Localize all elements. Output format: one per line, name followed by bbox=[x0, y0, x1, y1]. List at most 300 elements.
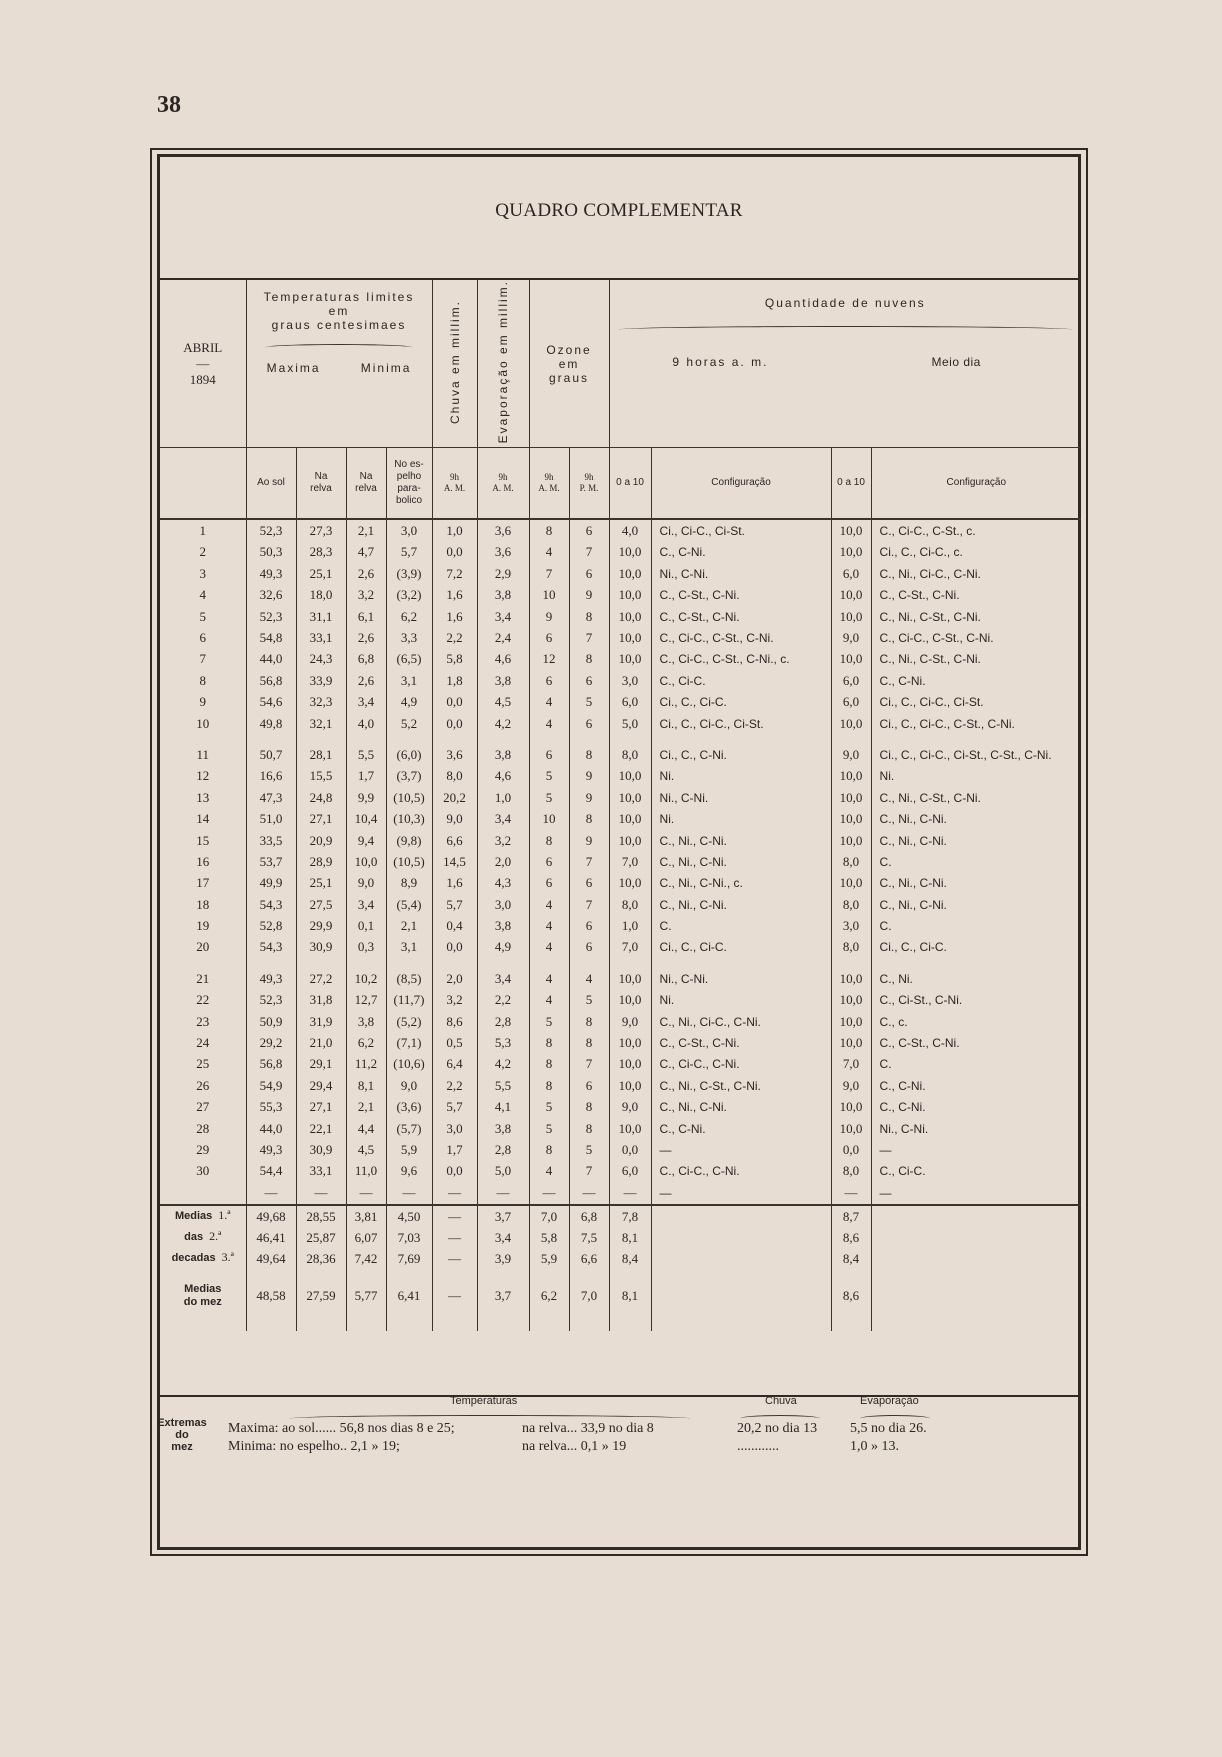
table-cell: 9 bbox=[569, 787, 609, 808]
table-cell: 27,3 bbox=[296, 519, 346, 541]
table-cell: 8 bbox=[569, 606, 609, 627]
extremes-section bbox=[157, 1395, 1078, 1545]
table-cell: 4,7 bbox=[346, 542, 386, 563]
table-cell: 8 bbox=[529, 519, 569, 541]
filler-cell bbox=[346, 1309, 386, 1331]
table-cell: 0,0 bbox=[432, 713, 477, 734]
table-cell: 8 bbox=[529, 1054, 569, 1075]
table-cell: 2,8 bbox=[477, 1011, 529, 1032]
table-cell: C., Ni., C-Ni. bbox=[651, 1097, 831, 1118]
table-cell: — bbox=[432, 1248, 477, 1269]
table-cell: 33,1 bbox=[296, 627, 346, 648]
table-cell: 5,3 bbox=[477, 1032, 529, 1053]
table-cell: 1,0 bbox=[477, 787, 529, 808]
noon-header: Meio dia bbox=[931, 355, 981, 369]
table-cell: C., C-Ni. bbox=[879, 1100, 926, 1115]
table-cell: 2,0 bbox=[477, 851, 529, 872]
spacer-cell bbox=[432, 734, 477, 744]
table-cell: C., Ni., C-St., C-Ni. bbox=[879, 609, 981, 624]
table-cell: C., Ci-C., C-Ni. bbox=[651, 1161, 831, 1182]
table-cell: 22 bbox=[160, 990, 246, 1011]
table-cell: 0,0 bbox=[432, 692, 477, 713]
table-cell: 10,0 bbox=[831, 787, 871, 808]
col-evap-9h: 9h A. M. bbox=[477, 448, 529, 520]
table-cell: 2,0 bbox=[432, 968, 477, 989]
table-cell: 9,0 bbox=[609, 1011, 651, 1032]
spacer-cell bbox=[296, 958, 346, 968]
table-cell: 19 bbox=[160, 915, 246, 936]
table-cell: 7 bbox=[569, 1054, 609, 1075]
decade-label: das bbox=[184, 1231, 204, 1244]
spacer-cell bbox=[609, 1269, 651, 1283]
table-cell: 5,5 bbox=[477, 1075, 529, 1096]
table-cell: 4,6 bbox=[477, 766, 529, 787]
table-cell: Ci., C., Ci-C., Ci-St., C-St., C-Ni. bbox=[879, 747, 1052, 762]
table-cell: 8 bbox=[529, 1075, 569, 1096]
table-cell: 8,0 bbox=[432, 766, 477, 787]
table-cell: 0,0 bbox=[432, 1161, 477, 1182]
table-cell: C. bbox=[651, 915, 831, 936]
table-cell: 2,2 bbox=[432, 1075, 477, 1096]
table-row bbox=[160, 968, 1081, 989]
filler-cell bbox=[246, 1309, 296, 1331]
table-cell: Ci., Ci-C., Ci-St. bbox=[651, 519, 831, 541]
table-cell: 6,0 bbox=[831, 692, 871, 713]
table-cell: 7 bbox=[569, 851, 609, 872]
table-cell: 10,2 bbox=[346, 968, 386, 989]
table-cell: 8,0 bbox=[609, 894, 651, 915]
table-cell: 8 bbox=[569, 808, 609, 829]
table-cell: 7 bbox=[160, 649, 246, 670]
table-cell: 16,6 bbox=[246, 766, 296, 787]
table-cell: 10,0 bbox=[831, 808, 871, 829]
spacer-cell bbox=[529, 1269, 569, 1283]
table-cell: C., C-St., C-Ni. bbox=[879, 1036, 960, 1051]
table-cell: 9,4 bbox=[346, 830, 386, 851]
table-cell: 3,4 bbox=[477, 606, 529, 627]
table-cell: (10,6) bbox=[386, 1054, 432, 1075]
table-cell: 32,6 bbox=[246, 585, 296, 606]
table-cell: 49,68 bbox=[246, 1205, 296, 1227]
table-cell bbox=[871, 1205, 1081, 1227]
nine-am-header: 9 horas a. m. bbox=[672, 355, 769, 369]
table-cell: 8,4 bbox=[831, 1248, 871, 1269]
table-cell: 4,6 bbox=[477, 649, 529, 670]
table-cell: 10,0 bbox=[609, 873, 651, 894]
table-cell: 3,1 bbox=[386, 937, 432, 958]
table-cell: 1,6 bbox=[432, 606, 477, 627]
table-row bbox=[160, 1097, 1081, 1118]
table-row bbox=[160, 1032, 1081, 1053]
table-cell: 5,9 bbox=[529, 1248, 569, 1269]
table-row bbox=[160, 1118, 1081, 1139]
table-cell: 4,50 bbox=[386, 1205, 432, 1227]
filler-cell bbox=[296, 1309, 346, 1331]
table-cell: 10,0 bbox=[831, 968, 871, 989]
table-cell: 8,1 bbox=[609, 1227, 651, 1248]
table-cell: 0,4 bbox=[432, 915, 477, 936]
table-cell: 8,0 bbox=[609, 744, 651, 765]
table-cell bbox=[651, 1227, 831, 1248]
table-cell: 5 bbox=[529, 766, 569, 787]
spacer-cell bbox=[529, 958, 569, 968]
table-row bbox=[160, 1161, 1081, 1182]
table-cell: 8 bbox=[569, 1118, 609, 1139]
table-cell: 29,2 bbox=[246, 1032, 296, 1053]
table-cell: C., C-Ni. bbox=[651, 542, 831, 563]
table-cell: 10,0 bbox=[831, 830, 871, 851]
table-cell: 6,6 bbox=[569, 1248, 609, 1269]
table-cell: C., C-St., C-Ni. bbox=[651, 585, 831, 606]
clouds-header bbox=[609, 280, 1081, 448]
table-cell: 10,0 bbox=[609, 968, 651, 989]
table-cell: 8,1 bbox=[609, 1283, 651, 1309]
table-cell: 7 bbox=[569, 894, 609, 915]
table-row bbox=[160, 627, 1081, 648]
table-cell: 6 bbox=[569, 713, 609, 734]
table-cell: Ci., C., Ci-C. bbox=[879, 940, 947, 955]
table-cell: C., C-Ni. bbox=[651, 1118, 831, 1139]
table-cell: 9,0 bbox=[609, 1097, 651, 1118]
table-cell: C., C-St., C-Ni. bbox=[651, 1032, 831, 1053]
table-cell: 8,6 bbox=[831, 1227, 871, 1248]
spacer-cell bbox=[477, 1269, 529, 1283]
table-cell: 5,0 bbox=[477, 1161, 529, 1182]
table-cell: — bbox=[609, 1182, 651, 1205]
table-cell: 11 bbox=[160, 744, 246, 765]
table-cell: 2,8 bbox=[477, 1139, 529, 1160]
table-cell: 8 bbox=[529, 1032, 569, 1053]
extremes-temperatures-header: Temperaturas bbox=[450, 1395, 518, 1407]
spacer-cell bbox=[477, 958, 529, 968]
month-mean-label: do mez bbox=[183, 1296, 222, 1309]
extremes-rain-max: 20,2 no dia 13 bbox=[737, 1421, 818, 1436]
table-cell: 6,07 bbox=[346, 1227, 386, 1248]
month-label: ABRIL bbox=[183, 339, 223, 355]
table-cell: 2,4 bbox=[477, 627, 529, 648]
table-cell: 10,0 bbox=[831, 649, 871, 670]
table-cell: 4,2 bbox=[477, 713, 529, 734]
table-cell: 3,6 bbox=[477, 519, 529, 541]
table-cell: 6,4 bbox=[432, 1054, 477, 1075]
table-cell: 6 bbox=[529, 670, 569, 691]
table-cell: 4,4 bbox=[346, 1118, 386, 1139]
dash-row bbox=[160, 1182, 1081, 1205]
filler-cell bbox=[432, 1309, 477, 1331]
col-config-md: Configuração bbox=[871, 448, 1081, 520]
table-cell: 6,2 bbox=[529, 1283, 569, 1309]
table-cell: 28,1 bbox=[296, 744, 346, 765]
table-cell: Ci., C., Ci-C. bbox=[651, 937, 831, 958]
table-cell: 7,0 bbox=[609, 937, 651, 958]
table-cell: 7,0 bbox=[529, 1205, 569, 1227]
table-cell: 3,8 bbox=[477, 670, 529, 691]
table-cell: 8,7 bbox=[831, 1205, 871, 1227]
table-cell: 9,0 bbox=[831, 744, 871, 765]
table-cell: 7,0 bbox=[609, 851, 651, 872]
table-cell bbox=[160, 1227, 246, 1248]
clouds-title: Quantidade de nuvens bbox=[764, 296, 926, 310]
spacer-cell bbox=[651, 734, 831, 744]
table-cell: 3,7 bbox=[477, 1205, 529, 1227]
filler-cell bbox=[609, 1309, 651, 1331]
minima-header: Minima bbox=[360, 361, 412, 375]
table-cell: 3,2 bbox=[432, 990, 477, 1011]
table-cell: 50,3 bbox=[246, 542, 296, 563]
ozone-line2: em bbox=[558, 356, 580, 371]
spacer-cell bbox=[346, 1269, 386, 1283]
table-cell: (10,3) bbox=[386, 808, 432, 829]
evaporation-header: Evaporação em millim. bbox=[477, 280, 529, 448]
table-cell: 8,0 bbox=[831, 851, 871, 872]
spacer-cell bbox=[529, 734, 569, 744]
table-row bbox=[160, 851, 1081, 872]
table-cell: C., Ci-C., C-Ni. bbox=[651, 1054, 831, 1075]
col-escala-md: 0 a 10 bbox=[831, 448, 871, 520]
table-cell: 3,8 bbox=[477, 744, 529, 765]
table-row bbox=[160, 563, 1081, 584]
spacer-cell bbox=[160, 1269, 246, 1283]
col-chuva-9h: 9h A. M. bbox=[432, 448, 477, 520]
table-cell: 18,0 bbox=[296, 585, 346, 606]
table-cell: 6,0 bbox=[609, 692, 651, 713]
table-row bbox=[160, 787, 1081, 808]
table-cell: 10,0 bbox=[609, 1075, 651, 1096]
table-cell: C., Ni., C-Ni. bbox=[879, 812, 947, 827]
table-cell: 6 bbox=[569, 670, 609, 691]
table-cell: 10 bbox=[529, 808, 569, 829]
table-cell: 5,8 bbox=[432, 649, 477, 670]
table-cell: 3,3 bbox=[386, 627, 432, 648]
col-espelho: No es- pelho para- bolico bbox=[386, 448, 432, 520]
extremes-min-relva: na relva... 0,1 » 19 bbox=[522, 1439, 627, 1454]
table-cell: C., Ci-C., C-St., c. bbox=[879, 524, 976, 539]
table-cell: 26 bbox=[160, 1075, 246, 1096]
year-label: 1894 bbox=[189, 371, 216, 387]
table-cell: 17 bbox=[160, 873, 246, 894]
table-cell: 10,0 bbox=[609, 830, 651, 851]
table-row bbox=[160, 1139, 1081, 1160]
spacer-cell bbox=[651, 958, 831, 968]
table-row bbox=[160, 585, 1081, 606]
spacer-cell bbox=[386, 958, 432, 968]
table-cell: 5,7 bbox=[432, 894, 477, 915]
table-cell: 52,3 bbox=[246, 990, 296, 1011]
table-cell: 3,8 bbox=[477, 915, 529, 936]
table-cell: — bbox=[432, 1283, 477, 1309]
table-cell: 5,8 bbox=[529, 1227, 569, 1248]
decade-label: decadas bbox=[171, 1252, 216, 1265]
table-cell: — bbox=[432, 1182, 477, 1205]
table-cell: 11,0 bbox=[346, 1161, 386, 1182]
table-cell: 10,0 bbox=[609, 585, 651, 606]
table-cell: 54,4 bbox=[246, 1161, 296, 1182]
table-row bbox=[160, 542, 1081, 563]
table-cell: 7,0 bbox=[569, 1283, 609, 1309]
table-cell: 10,0 bbox=[609, 649, 651, 670]
table-cell: 0,5 bbox=[432, 1032, 477, 1053]
table-cell: 54,9 bbox=[246, 1075, 296, 1096]
table-cell: 54,3 bbox=[246, 894, 296, 915]
table-cell: 20,9 bbox=[296, 830, 346, 851]
table-row bbox=[160, 1075, 1081, 1096]
table-cell: 10,0 bbox=[831, 713, 871, 734]
data-table bbox=[160, 280, 1081, 1331]
col-na-relva-max: Na relva bbox=[296, 448, 346, 520]
table-cell: 12 bbox=[160, 766, 246, 787]
table-row bbox=[160, 937, 1081, 958]
table-cell: 10,0 bbox=[831, 1118, 871, 1139]
table-cell: 6 bbox=[569, 563, 609, 584]
spacer-cell bbox=[831, 1269, 871, 1283]
decade-mean-row bbox=[160, 1205, 1081, 1227]
table-cell: 5,9 bbox=[386, 1139, 432, 1160]
table-cell: 55,3 bbox=[246, 1097, 296, 1118]
table-cell: 10,0 bbox=[831, 766, 871, 787]
table-cell: 4 bbox=[529, 542, 569, 563]
table-cell: Ci., C., Ci-C. bbox=[651, 692, 831, 713]
table-cell: 3,4 bbox=[346, 692, 386, 713]
table-cell: 27,1 bbox=[296, 808, 346, 829]
table-cell bbox=[160, 1283, 246, 1309]
table-cell: 6,8 bbox=[569, 1205, 609, 1227]
table-cell bbox=[871, 1248, 1081, 1269]
table-cell bbox=[651, 1283, 831, 1309]
table-cell bbox=[871, 1227, 1081, 1248]
table-cell: 8 bbox=[160, 670, 246, 691]
table-cell: C., C-St., C-Ni. bbox=[651, 606, 831, 627]
table-cell: 7,69 bbox=[386, 1248, 432, 1269]
spacer-cell bbox=[831, 958, 871, 968]
table-cell: 4,0 bbox=[609, 519, 651, 541]
spacer-cell bbox=[609, 958, 651, 968]
table-row bbox=[160, 649, 1081, 670]
table-cell: 6,0 bbox=[831, 670, 871, 691]
table-cell: 29,1 bbox=[296, 1054, 346, 1075]
table-cell: 1,0 bbox=[609, 915, 651, 936]
table-cell: 8,0 bbox=[831, 937, 871, 958]
table-cell: 5 bbox=[569, 1139, 609, 1160]
spacer-cell bbox=[386, 734, 432, 744]
table-cell: C., Ni., C-Ni. bbox=[879, 876, 947, 891]
table-cell: 28,55 bbox=[296, 1205, 346, 1227]
table-cell: 21 bbox=[160, 968, 246, 989]
table-cell: C., C-St., C-Ni. bbox=[879, 588, 960, 603]
table-cell: (8,5) bbox=[386, 968, 432, 989]
spacer-cell bbox=[569, 734, 609, 744]
table-cell: 25,87 bbox=[296, 1227, 346, 1248]
table-cell: 1,0 bbox=[432, 519, 477, 541]
table-cell: 0,0 bbox=[432, 937, 477, 958]
table-cell: 7,8 bbox=[609, 1205, 651, 1227]
table-cell: 3,0 bbox=[831, 915, 871, 936]
table-cell: 32,3 bbox=[296, 692, 346, 713]
table-row bbox=[160, 519, 1081, 541]
table-title: QUADRO COMPLEMENTAR bbox=[495, 200, 743, 221]
table-cell: 5 bbox=[569, 692, 609, 713]
table-cell: 1,6 bbox=[432, 585, 477, 606]
temp-group-line1: Temperaturas limites bbox=[263, 290, 415, 304]
table-cell: 8 bbox=[569, 1097, 609, 1118]
table-cell: — bbox=[432, 1227, 477, 1248]
table-cell: 3,9 bbox=[477, 1248, 529, 1269]
table-cell bbox=[871, 1283, 1081, 1309]
table-cell: (6,0) bbox=[386, 744, 432, 765]
table-cell: 53,7 bbox=[246, 851, 296, 872]
table-cell: 6 bbox=[529, 744, 569, 765]
table-cell: C., Ni., C-St., C-Ni. bbox=[651, 1075, 831, 1096]
table-cell: 6,6 bbox=[432, 830, 477, 851]
table-cell: 6,2 bbox=[386, 606, 432, 627]
table-cell: 3,4 bbox=[477, 968, 529, 989]
col-ozone-am: 9h A. M. bbox=[529, 448, 569, 520]
table-cell: 5 bbox=[160, 606, 246, 627]
table-cell: 9 bbox=[569, 830, 609, 851]
spacer-cell bbox=[346, 958, 386, 968]
spacer-cell bbox=[246, 958, 296, 968]
table-cell: 3,2 bbox=[346, 585, 386, 606]
table-cell: — bbox=[386, 1182, 432, 1205]
table-cell: 10,0 bbox=[831, 873, 871, 894]
table-cell: 31,9 bbox=[296, 1011, 346, 1032]
table-cell: 9 bbox=[160, 692, 246, 713]
table-cell: 3,2 bbox=[477, 830, 529, 851]
table-cell: 54,8 bbox=[246, 627, 296, 648]
table-cell: 2,1 bbox=[346, 519, 386, 541]
table-cell: 10,0 bbox=[609, 563, 651, 584]
table-cell: 50,7 bbox=[246, 744, 296, 765]
table-cell: 0,0 bbox=[831, 1139, 871, 1160]
page-number: 38 bbox=[157, 92, 181, 118]
table-cell: 0,0 bbox=[432, 542, 477, 563]
table-cell: 10,0 bbox=[831, 990, 871, 1011]
table-row bbox=[160, 1054, 1081, 1075]
table-cell: 1,7 bbox=[432, 1139, 477, 1160]
table-cell: 4 bbox=[160, 585, 246, 606]
table-cell: 27,59 bbox=[296, 1283, 346, 1309]
table-cell: 31,1 bbox=[296, 606, 346, 627]
table-cell: 5,77 bbox=[346, 1283, 386, 1309]
table-cell: 6 bbox=[160, 627, 246, 648]
table-cell: 33,9 bbox=[296, 670, 346, 691]
table-cell: 46,41 bbox=[246, 1227, 296, 1248]
table-cell: 4 bbox=[529, 915, 569, 936]
table-cell: C., Ni., C-Ni. bbox=[879, 833, 947, 848]
table-cell: 9,6 bbox=[386, 1161, 432, 1182]
table-cell: 4,9 bbox=[386, 692, 432, 713]
extremes-rain-min: ............ bbox=[737, 1439, 779, 1454]
table-cell: (3,9) bbox=[386, 563, 432, 584]
table-cell: 6 bbox=[569, 915, 609, 936]
table-cell: 8 bbox=[529, 830, 569, 851]
table-cell: 3,4 bbox=[477, 1227, 529, 1248]
table-cell: 3,0 bbox=[432, 1118, 477, 1139]
table-cell: (9,8) bbox=[386, 830, 432, 851]
table-cell: 9,0 bbox=[346, 873, 386, 894]
table-cell: C., Ni., Ci-C., C-Ni. bbox=[651, 1011, 831, 1032]
table-cell: 5,0 bbox=[609, 713, 651, 734]
table-cell: 4 bbox=[529, 937, 569, 958]
table-cell: 25 bbox=[160, 1054, 246, 1075]
table-cell: 1,8 bbox=[432, 670, 477, 691]
table-cell: 10,0 bbox=[831, 606, 871, 627]
table-cell: 10,0 bbox=[831, 1011, 871, 1032]
spacer-cell bbox=[160, 734, 246, 744]
table-cell: 4,3 bbox=[477, 873, 529, 894]
table-cell: 14 bbox=[160, 808, 246, 829]
table-cell bbox=[160, 1205, 246, 1227]
table-cell: 0,1 bbox=[346, 915, 386, 936]
